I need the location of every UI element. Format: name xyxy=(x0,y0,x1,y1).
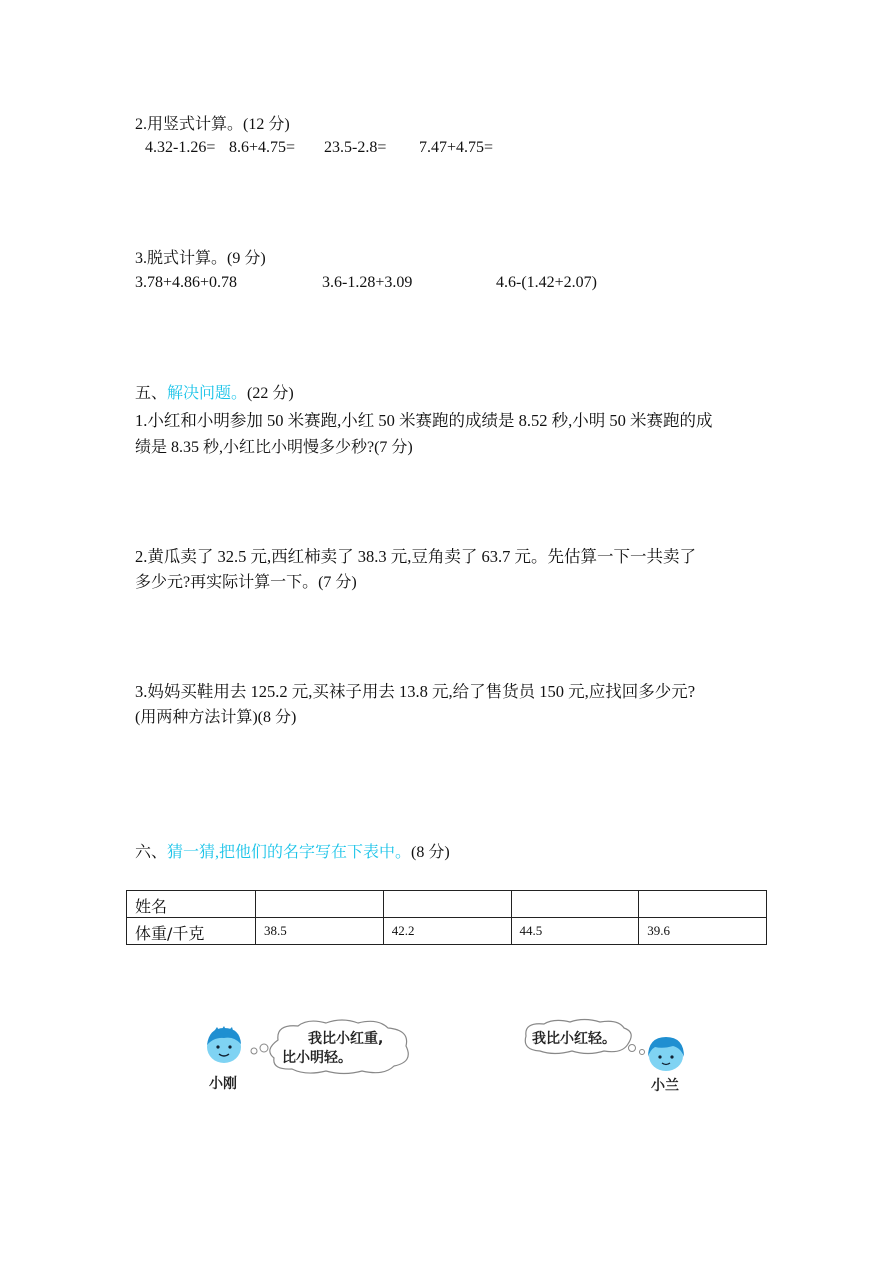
vertical-calc-item: 4.32-1.26= xyxy=(145,139,216,156)
table-row-weights xyxy=(127,918,767,945)
vertical-calc-heading: 2.用竖式计算。(12 分) xyxy=(135,116,290,133)
name-cell[interactable] xyxy=(256,891,384,918)
weight-cell: 42.2 xyxy=(383,918,511,945)
problem3-line2: (用两种方法计算)(8 分) xyxy=(135,709,297,726)
problem2-line1: 2.黄瓜卖了 32.5 元,西红柿卖了 38.3 元,豆角卖了 63.7 元。先估算一下一共卖了 xyxy=(135,547,696,566)
right-speech-text: 我比小红轻。 xyxy=(532,1031,616,1047)
stepwise-calc-item: 4.6-(1.42+2.07) xyxy=(496,274,598,291)
section5-heading xyxy=(135,383,294,405)
section6-prefix: 六、 xyxy=(135,844,168,861)
section5-points: (22 分) xyxy=(247,385,294,402)
problem1-line1: 1.小红和小明参加 50 米赛跑,小红 50 米赛跑的成绩是 8.52 秒,小明 50 米赛跑的成 xyxy=(135,411,713,430)
row-label-name: 姓名 xyxy=(127,891,256,918)
girl-head-icon xyxy=(645,1033,687,1073)
problem2-line2: 多少元?再实际计算一下。(7 分) xyxy=(135,574,357,591)
girl-name-label: 小兰 xyxy=(651,1078,679,1094)
left-speech-line2: 比小明轻。 xyxy=(282,1050,352,1066)
vertical-calc-item: 8.6+4.75= xyxy=(229,139,296,156)
vertical-calc-item: 7.47+4.75= xyxy=(419,139,494,156)
weight-table xyxy=(126,890,767,945)
stepwise-calc-item: 3.6-1.28+3.09 xyxy=(322,274,413,291)
stepwise-calc-heading: 3.脱式计算。(9 分) xyxy=(135,250,266,267)
right-speech-bubble-icon xyxy=(518,1018,650,1058)
name-cell[interactable] xyxy=(639,891,767,918)
left-speech-line1: 我比小红重, xyxy=(308,1031,384,1047)
weight-cell: 39.6 xyxy=(639,918,767,945)
problem3-line1: 3.妈妈买鞋用去 125.2 元,买袜子用去 13.8 元,给了售货员 150 元,应找回多少元? xyxy=(135,682,696,701)
name-cell[interactable] xyxy=(511,891,639,918)
problem1-line2: 绩是 8.35 秒,小红比小明慢多少秒?(7 分) xyxy=(135,439,413,456)
section6-points: (8 分) xyxy=(411,844,450,861)
table-row-names xyxy=(127,891,767,918)
boy-name-label: 小刚 xyxy=(209,1076,237,1092)
left-speech-bubble-icon xyxy=(246,1018,416,1076)
stepwise-calc-item: 3.78+4.86+0.78 xyxy=(135,274,238,291)
section5-prefix: 五、 xyxy=(135,385,168,402)
vertical-calc-item: 23.5-2.8= xyxy=(324,139,387,156)
section6-title: 猜一猜,把他们的名字写在下表中。 xyxy=(167,844,412,861)
weight-cell: 44.5 xyxy=(511,918,639,945)
boy-head-icon xyxy=(203,1025,245,1065)
row-label-weight: 体重/千克 xyxy=(127,918,256,945)
weight-cell: 38.5 xyxy=(256,918,384,945)
name-cell[interactable] xyxy=(383,891,511,918)
section6-heading xyxy=(135,842,450,864)
section5-title: 解决问题。 xyxy=(167,385,248,402)
